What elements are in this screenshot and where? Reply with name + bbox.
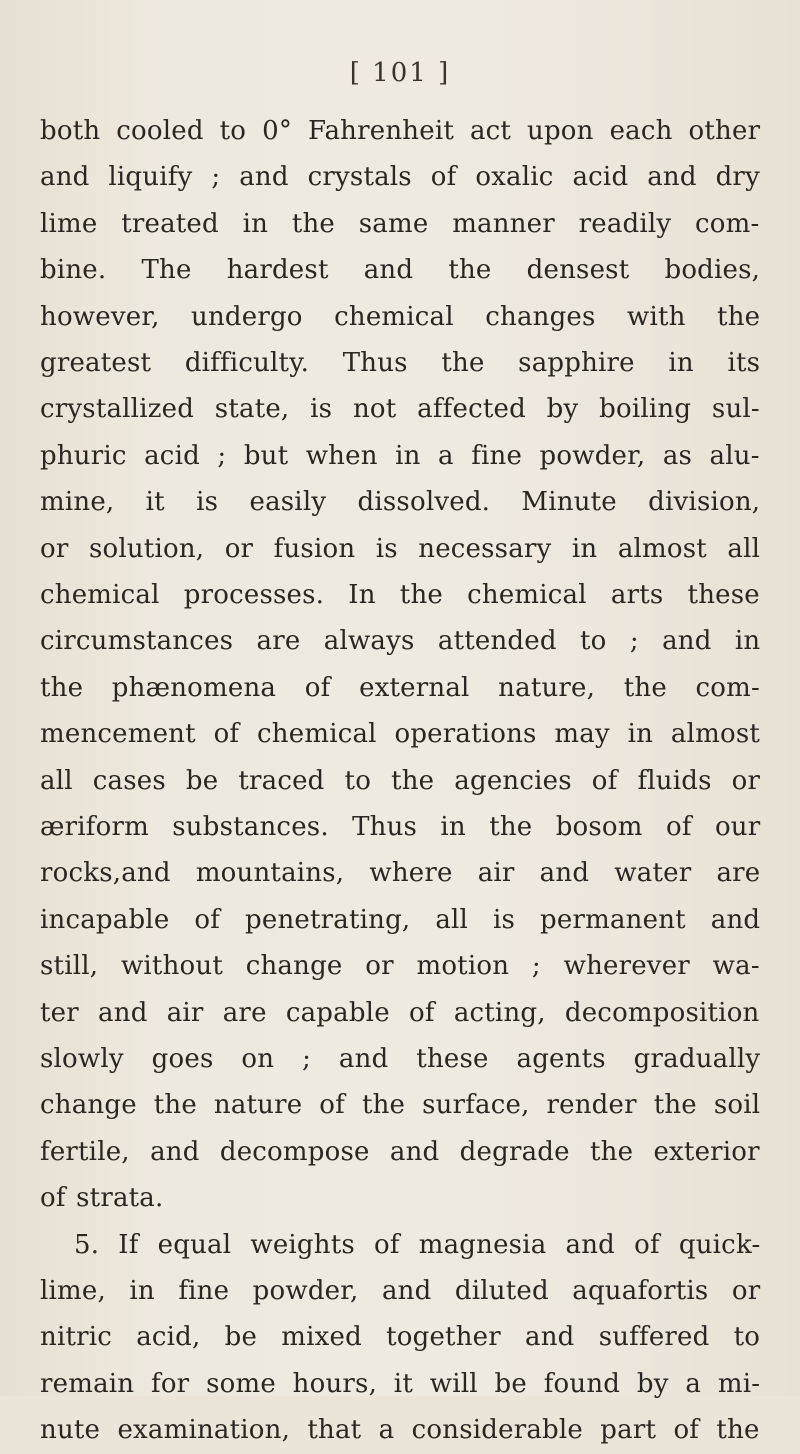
text-line-28: remain for some hours, it will be found by a mi-: [40, 1368, 761, 1399]
text-line-17: rocks,and mountains, where air and water are: [40, 858, 761, 889]
text-line-7: crystallized state, is not affected by boiling sul-: [40, 394, 760, 425]
text-line-20: ter and air are capable of acting, decomposition: [40, 997, 760, 1028]
text-line-9: mine, it is easily dissolved. Minute division,: [40, 487, 761, 518]
text-line-26: lime, in fine powder, and diluted aquafortis or: [40, 1276, 761, 1306]
text-line-11: chemical processes. In the chemical arts these: [40, 580, 760, 610]
text-line-10: or solution, or fusion is necessary in almost all: [40, 533, 761, 564]
text-line-23: fertile, and decompose and degrade the exterior: [40, 1136, 760, 1167]
text-line-13: the phænomena of external nature, the com-: [40, 672, 760, 703]
text-line-29: nute examination, that a considerable part of the: [40, 1415, 760, 1446]
text-line-22: change the nature of the surface, render the soil: [40, 1090, 761, 1121]
text-line-14: mencement of chemical operations may in almost: [40, 719, 761, 750]
text-line-12: circumstances are always attended to ; and in: [40, 626, 761, 657]
text-line-19: still, without change or motion ; wherever wa-: [40, 951, 760, 982]
text-line-27: nitric acid, be mixed together and suffered to: [40, 1322, 761, 1353]
text-line-18: incapable of penetrating, all is permanent and: [40, 904, 761, 935]
text-line-25: 5. If equal weights of magnesia and of quick-: [74, 1229, 761, 1260]
page-number: [ 101 ]: [349, 58, 451, 88]
text-line-3: lime treated in the same manner readily com-: [40, 208, 760, 239]
text-line-6: greatest difficulty. Thus the sapphire in its: [40, 348, 761, 378]
text-line-8: phuric acid ; but when in a fine powder, as alu-: [40, 440, 760, 471]
text-line-21: slowly goes on ; and these agents gradually: [40, 1044, 761, 1074]
text-line-1: both cooled to 0° Fahrenheit act upon each other: [40, 116, 761, 146]
text-line-16: æriform substances. Thus in the bosom of our: [40, 812, 761, 842]
text-line-4: bine. The hardest and the densest bodies,: [40, 255, 761, 286]
text-line-5: however, undergo chemical changes with the: [40, 301, 761, 332]
text-line-24: of strata.: [40, 1183, 164, 1214]
text-line-2: and liquify ; and crystals of oxalic acid and dry: [40, 162, 760, 193]
text-line-15: all cases be traced to the agencies of fluids or: [40, 765, 761, 796]
